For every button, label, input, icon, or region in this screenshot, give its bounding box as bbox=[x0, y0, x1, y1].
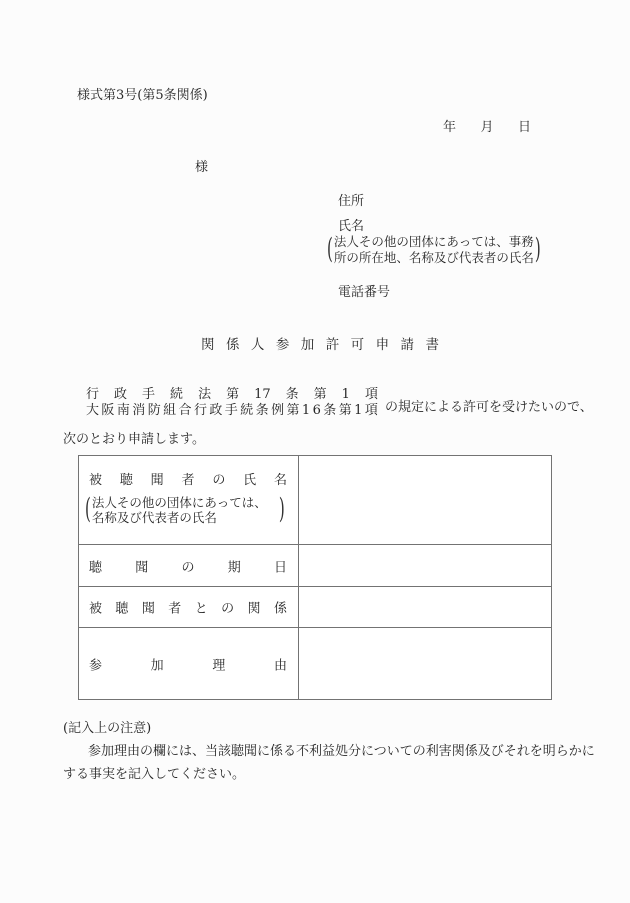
label-cell-participation-reason bbox=[79, 628, 299, 699]
hearing-subject-note-text bbox=[92, 495, 278, 525]
notes-heading: (記入上の注意) bbox=[63, 721, 152, 736]
row-label-participation-reason: 参 加 理 由 bbox=[89, 658, 287, 673]
table-row-hearing-date bbox=[79, 545, 551, 587]
label-cell-hearing-date bbox=[79, 545, 299, 586]
row-label-relationship: 被 聴 聞 者 と の 関 係 bbox=[89, 601, 287, 617]
value-cell-relationship bbox=[299, 587, 551, 627]
open-paren-icon: ( bbox=[327, 231, 333, 266]
hearing-subject-corporate-note bbox=[84, 491, 286, 526]
date-line: 年 月 日 bbox=[443, 120, 531, 135]
form-number-label: 様式第3号(第5条関係) bbox=[77, 88, 208, 103]
value-cell-hearing-date bbox=[299, 545, 551, 586]
legal-reference-block bbox=[86, 387, 593, 418]
corporate-note-line-2: 所の所在地、名称及び代表者の氏名 bbox=[333, 249, 534, 265]
corporate-note-line-1: 法人その他の団体にあっては、事務 bbox=[333, 234, 534, 249]
legal-reference-line-1: 行 政 手 続 法 第 17 条 第 1 項 bbox=[86, 387, 378, 402]
form-title: 関 係 人 参 加 許 可 申 請 書 bbox=[201, 337, 439, 353]
table-row-relationship bbox=[79, 587, 551, 628]
notes-text-line-2: する事実を記入してください。 bbox=[63, 767, 246, 782]
phone-number-label: 電話番号 bbox=[338, 285, 391, 300]
close-paren-icon: ) bbox=[534, 231, 541, 266]
hearing-subject-note-line-2: 名称及び代表者の氏名 bbox=[91, 509, 217, 525]
close-paren-icon: ) bbox=[278, 491, 285, 526]
application-statement: 次のとおり申請します。 bbox=[63, 432, 205, 447]
row-label-hearing-date: 聴 聞 の 期 日 bbox=[89, 560, 287, 575]
table-row-participation-reason bbox=[79, 628, 551, 699]
address-label: 住所 bbox=[338, 194, 365, 209]
corporate-note-text bbox=[334, 234, 534, 265]
label-cell-relationship bbox=[79, 587, 299, 627]
addressee-honorific: 様 bbox=[195, 160, 209, 175]
notes-text-line-1: 参加理由の欄には、当該聴聞に係る不利益処分についての利害関係及びそれを明らかに bbox=[88, 744, 595, 759]
value-cell-hearing-subject-name bbox=[299, 456, 551, 544]
name-label: 氏名 bbox=[338, 219, 365, 234]
legal-reference-continuation: の規定による許可を受けたいので、 bbox=[385, 400, 593, 415]
corporate-note bbox=[326, 231, 542, 266]
value-cell-participation-reason bbox=[299, 628, 551, 699]
legal-reference-stack bbox=[86, 387, 378, 418]
table-row-hearing-subject-name bbox=[79, 456, 551, 545]
application-table bbox=[78, 455, 552, 700]
hearing-subject-note-line-1: 法人その他の団体にあっては、 bbox=[91, 494, 267, 510]
label-cell-hearing-subject-name bbox=[79, 456, 299, 544]
legal-reference-line-2: 大 阪 南 消 防 組 合 行 政 手 続 条 例 第 1 6 条 第 1 項 bbox=[86, 402, 378, 418]
row-label-hearing-subject-name: 被 聴 聞 者 の 氏 名 bbox=[89, 473, 287, 488]
open-paren-icon: ( bbox=[85, 491, 91, 526]
